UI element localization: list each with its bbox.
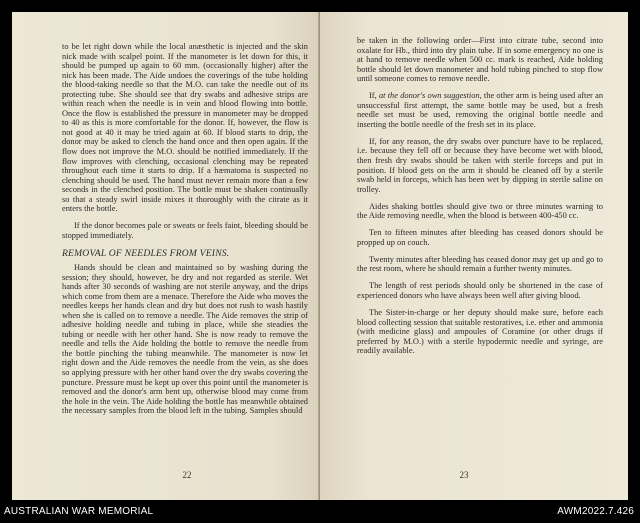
right-paragraph-4: Aides shaking bottles should give two or three minutes warning to the Aide removing needle, when the blood is between 400-450 cc.	[357, 201, 603, 221]
footer-accession-number: AWM2022.7.426	[557, 506, 634, 517]
right-text-column	[357, 36, 603, 363]
left-paragraph-2: If the donor becomes pale or sweats or feels faint, bleeding should be stopped immediately.	[62, 221, 308, 240]
page-number-left: 22	[182, 470, 192, 480]
right-paragraph-2-lead: If,	[369, 91, 377, 101]
right-paragraph-6: Twenty minutes after bleeding has ceased donor may get up and go to the rest room, where he should remain a further twenty minutes.	[357, 254, 603, 274]
right-paragraph-1: be taken in the following order—First into citrate tube, second into oxalate for Hb., third into dry plain tube. If in some emergency no one is at hand to remove needle when 500 cc. mark is reached, Aide holding bottle should let down manometer and hold tubing pinched to stop flow until someone comes to remove needle.	[357, 36, 603, 84]
page-number-right: 23	[459, 470, 469, 480]
right-page	[320, 12, 628, 500]
right-paragraph-5: Ten to fifteen minutes after bleeding has ceased donors should be propped up on couch.	[357, 228, 603, 247]
right-paragraph-2	[357, 91, 603, 129]
book-spread	[12, 12, 628, 500]
left-paragraph-3: Hands should be clean and maintained so by washing during the session; they should, however, be dry and not regarded as sterile. Wet hands after 30 seconds of washing are not sterile anyway, and the drips which come from them are a menace. Therefore the Aide who moves the needles keeps her hands clean and dry but does not rush to wash hastily when she is called on to remove a needle. The Aide removes the strip of adhesive holding needle and tubing in place, while she steadies the tubing or needle with her other hand. She is now ready to remove the needle and tells the Aide holding the bottle to remove the needle from the bottle pinching the tubing meanwhile. The manometer is now let right down and the Aide removes the needle from the vein, as she does so applying pressure with her other hand over the dry swabs covering the puncture. Pressure must be kept up over this point until the manometer is removed and the donor's arm bent up, otherwise blood may come from the hole in the vein. The Aide holding the bottle has meanwhile obtained the necessary samples from the blood left in the tubing. Samples should	[62, 262, 308, 416]
left-paragraph-1: to be let right down while the local anæsthetic is injected and the skin nick made with scalpel point. If the manometer is let down for this, it should be pumped up again to 60 mm. (occasionally higher) after the nick has been made. The Aide undoes the coverings of the tube holding the blood-taking needle so that the M.O. can take the needle out of its protecting tube. She should see that dry swabs and adhesive strips are within reach when the needle is in vein and blood flowing into bottle. Once the flow is established the pressure in manometer may be dropped to 40 as this is more comfortable for the donor. If, however, the flow is not good at 40 it may be tried again at 60. If blood starts to drip, the donor may be asked to clench the hand once and then open again. If the flow does not improve the M.O. should be notified immediately. If the flow improves with clenching, occasional clenching may be repeated throughout each time it starts to drip. If a hæmatoma is suspected no clenching should be used. The hand must never remain more than a few seconds in the clenched position. The bottle must be shaken continually so that a steady swirl inside mixes it thoroughly with the citrate as it enters the bottle.	[62, 42, 308, 214]
footer-credit: AUSTRALIAN WAR MEMORIAL	[4, 506, 154, 517]
left-text-column	[62, 42, 308, 423]
right-paragraph-2-rest: , the other arm is being used after an unsuccessful first attempt, the same bottle may be used, but a fresh needle set must be used, removing the original bottle needle and inserting the bottle needle of the fresh set in its place.	[357, 91, 604, 129]
right-paragraph-2-italic: at the donor's own suggestion	[378, 91, 480, 101]
right-paragraph-3: If, for any reason, the dry swabs over puncture have to be replaced, i.e. because they fell off or because they have become wet with blood, then fresh dry swabs should be taken with sterile forceps and put in position. If blood gets on the arm it should be cleaned off by a sterile swab held in forceps, which has been wet by dipping in sterile saline on trolley.	[357, 136, 603, 194]
right-paragraph-8: The Sister-in-charge or her deputy should make sure, before each blood collecting session that suitable restoratives, i.e. ether and ammonia (with medicine glass) and ampoules of Coramine (or other drugs if preferred by M.O.) with a sterile hypodermic needle and syringe, are readily available.	[357, 308, 603, 356]
right-paragraph-7: The length of rest periods should only be shortened in the case of experienced donors who have always been well after giving blood.	[357, 281, 603, 301]
section-heading: REMOVAL OF NEEDLES FROM VEINS.	[62, 248, 230, 260]
left-page	[12, 12, 320, 500]
